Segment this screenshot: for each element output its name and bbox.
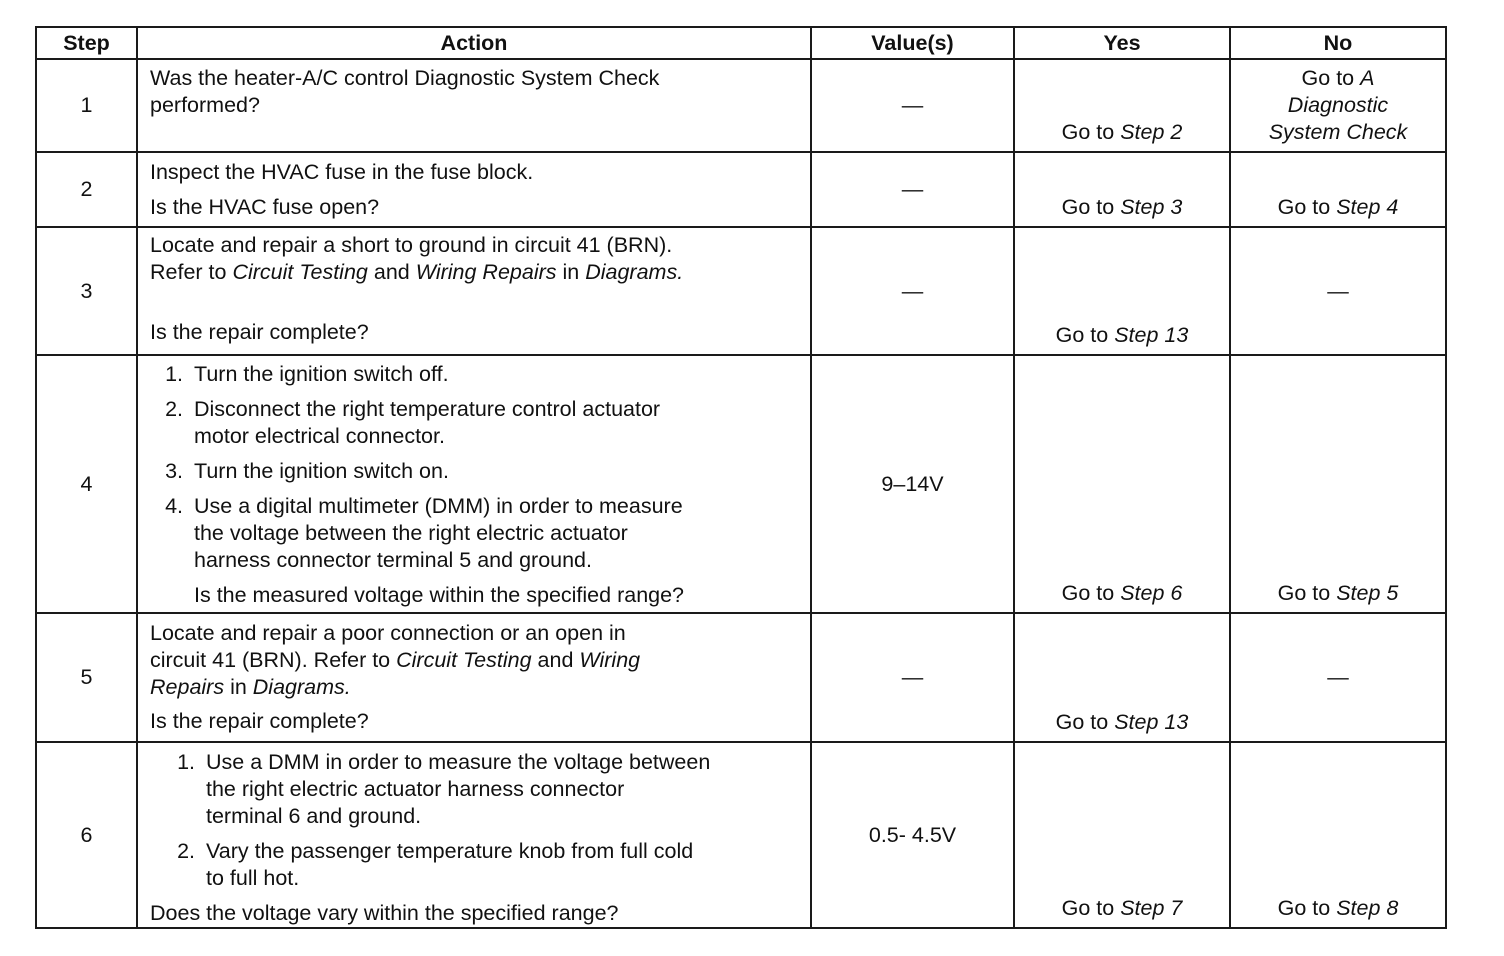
no-prefix: Go to bbox=[1277, 195, 1337, 219]
action-cell bbox=[137, 152, 811, 227]
yes-cell bbox=[1014, 742, 1230, 928]
value-cell: — bbox=[811, 613, 1014, 742]
step-link[interactable]: Step 2 bbox=[1120, 120, 1183, 144]
no-cell: — bbox=[1230, 227, 1446, 355]
diagnostic-check-link[interactable]: A bbox=[1360, 66, 1375, 90]
list-number: 2. bbox=[177, 839, 195, 863]
value-cell: 0.5- 4.5V bbox=[811, 742, 1014, 928]
yes-cell bbox=[1014, 227, 1230, 355]
list-text: Use a digital multimeter (DMM) in order to measure bbox=[194, 494, 683, 518]
yes-cell bbox=[1014, 355, 1230, 613]
step-link[interactable]: Step 7 bbox=[1120, 896, 1183, 920]
list-number: 1. bbox=[177, 750, 195, 774]
no-prefix: Go to bbox=[1301, 66, 1361, 90]
circuit-testing-link[interactable]: Circuit Testing bbox=[396, 648, 532, 672]
list-text: Vary the passenger temperature knob from full cold bbox=[206, 839, 694, 863]
list-item bbox=[138, 361, 798, 388]
no-cell: — bbox=[1230, 613, 1446, 742]
step-number: 4 bbox=[36, 355, 137, 613]
action-text: performed? bbox=[150, 93, 260, 117]
action-text: Refer to bbox=[150, 260, 233, 284]
step-link[interactable]: Step 3 bbox=[1120, 195, 1183, 219]
action-text: and bbox=[531, 648, 580, 672]
step-number: 5 bbox=[36, 613, 137, 742]
value-cell: — bbox=[811, 227, 1014, 355]
step-link[interactable]: Step 8 bbox=[1336, 896, 1399, 920]
action-cell bbox=[137, 613, 811, 742]
list-text: Turn the ignition switch on. bbox=[194, 459, 449, 483]
action-text: and bbox=[367, 260, 416, 284]
wiring-repairs-link[interactable]: Wiring Repairs bbox=[415, 260, 557, 284]
list-item bbox=[138, 493, 798, 574]
list-item bbox=[138, 458, 798, 485]
yes-prefix: Go to bbox=[1061, 120, 1121, 144]
list-text: the right electric actuator harness connector bbox=[206, 777, 625, 801]
circuit-testing-link[interactable]: Circuit Testing bbox=[232, 260, 368, 284]
action-question: Is the repair complete? bbox=[150, 709, 369, 733]
header-no: No bbox=[1230, 27, 1446, 59]
value-cell: 9–14V bbox=[811, 355, 1014, 613]
step-number: 3 bbox=[36, 227, 137, 355]
list-text: Turn the ignition switch off. bbox=[194, 362, 449, 386]
step-link[interactable]: Step 5 bbox=[1336, 581, 1399, 605]
list-number: 2. bbox=[165, 397, 183, 421]
yes-cell bbox=[1014, 613, 1230, 742]
action-question: Is the measured voltage within the specified range? bbox=[194, 583, 685, 607]
yes-prefix: Go to bbox=[1061, 581, 1121, 605]
diagnostic-check-link[interactable]: System Check bbox=[1268, 120, 1408, 144]
action-cell bbox=[137, 59, 811, 152]
yes-prefix: Go to bbox=[1055, 710, 1115, 734]
value-cell: — bbox=[811, 152, 1014, 227]
step-link[interactable]: Step 13 bbox=[1114, 323, 1189, 347]
table-row-step-3 bbox=[36, 227, 1446, 355]
wiring-repairs-link[interactable]: Repairs bbox=[150, 675, 225, 699]
no-cell bbox=[1230, 355, 1446, 613]
table-row-step-4 bbox=[36, 355, 1446, 613]
list-text: Disconnect the right temperature control actuator bbox=[194, 397, 661, 421]
diagnostic-table bbox=[35, 26, 1447, 929]
no-cell bbox=[1230, 742, 1446, 928]
table-row-step-6 bbox=[36, 742, 1446, 928]
header-action: Action bbox=[137, 27, 811, 59]
yes-prefix: Go to bbox=[1061, 195, 1121, 219]
list-number: 3. bbox=[165, 459, 183, 483]
step-link[interactable]: Step 13 bbox=[1114, 710, 1189, 734]
diagrams-link[interactable]: Diagrams. bbox=[585, 260, 684, 284]
header-step: Step bbox=[36, 27, 137, 59]
header-row bbox=[36, 27, 1446, 59]
action-text: Inspect the HVAC fuse in the fuse block. bbox=[150, 160, 534, 184]
action-text: in bbox=[224, 675, 253, 699]
action-text: in bbox=[556, 260, 586, 284]
no-cell bbox=[1230, 59, 1446, 152]
action-cell bbox=[137, 227, 811, 355]
table-row-step-2 bbox=[36, 152, 1446, 227]
list-item bbox=[150, 838, 798, 892]
no-prefix: Go to bbox=[1277, 581, 1337, 605]
list-text: to full hot. bbox=[206, 866, 300, 890]
step-link[interactable]: Step 4 bbox=[1336, 195, 1399, 219]
list-item bbox=[150, 749, 798, 830]
action-question: Is the HVAC fuse open? bbox=[150, 195, 380, 219]
action-text: Locate and repair a short to ground in circuit 41 (BRN). bbox=[150, 233, 673, 257]
list-text: Use a DMM in order to measure the voltage between bbox=[206, 750, 711, 774]
list-text: motor electrical connector. bbox=[194, 424, 445, 448]
value-cell: — bbox=[811, 59, 1014, 152]
list-number: 1. bbox=[165, 362, 183, 386]
action-cell bbox=[137, 742, 811, 928]
list-item bbox=[138, 396, 798, 450]
action-text: Locate and repair a poor connection or an open in bbox=[150, 621, 626, 645]
header-yes: Yes bbox=[1014, 27, 1230, 59]
step-number: 6 bbox=[36, 742, 137, 928]
list-text: harness connector terminal 5 and ground. bbox=[194, 548, 592, 572]
table-row-step-1 bbox=[36, 59, 1446, 152]
list-number: 4. bbox=[165, 494, 183, 518]
yes-cell bbox=[1014, 59, 1230, 152]
wiring-repairs-link[interactable]: Wiring bbox=[579, 648, 641, 672]
action-cell bbox=[137, 355, 811, 613]
no-prefix: Go to bbox=[1277, 896, 1337, 920]
yes-prefix: Go to bbox=[1061, 896, 1121, 920]
diagrams-link[interactable]: Diagrams. bbox=[252, 675, 351, 699]
list-text: terminal 6 and ground. bbox=[206, 804, 422, 828]
step-number: 1 bbox=[36, 59, 137, 152]
header-values: Value(s) bbox=[811, 27, 1014, 59]
yes-prefix: Go to bbox=[1055, 323, 1115, 347]
list-text: the voltage between the right electric actuator bbox=[194, 521, 628, 545]
action-text: Was the heater-A/C control Diagnostic System Check bbox=[150, 66, 660, 90]
action-question: Is the repair complete? bbox=[150, 320, 369, 344]
step-number: 2 bbox=[36, 152, 137, 227]
action-question: Does the voltage vary within the specified range? bbox=[150, 901, 619, 925]
table-row-step-5 bbox=[36, 613, 1446, 742]
yes-cell bbox=[1014, 152, 1230, 227]
action-text: circuit 41 (BRN). Refer to bbox=[150, 648, 397, 672]
step-link[interactable]: Step 6 bbox=[1120, 581, 1183, 605]
no-cell bbox=[1230, 152, 1446, 227]
diagnostic-check-link[interactable]: Diagnostic bbox=[1287, 93, 1389, 117]
